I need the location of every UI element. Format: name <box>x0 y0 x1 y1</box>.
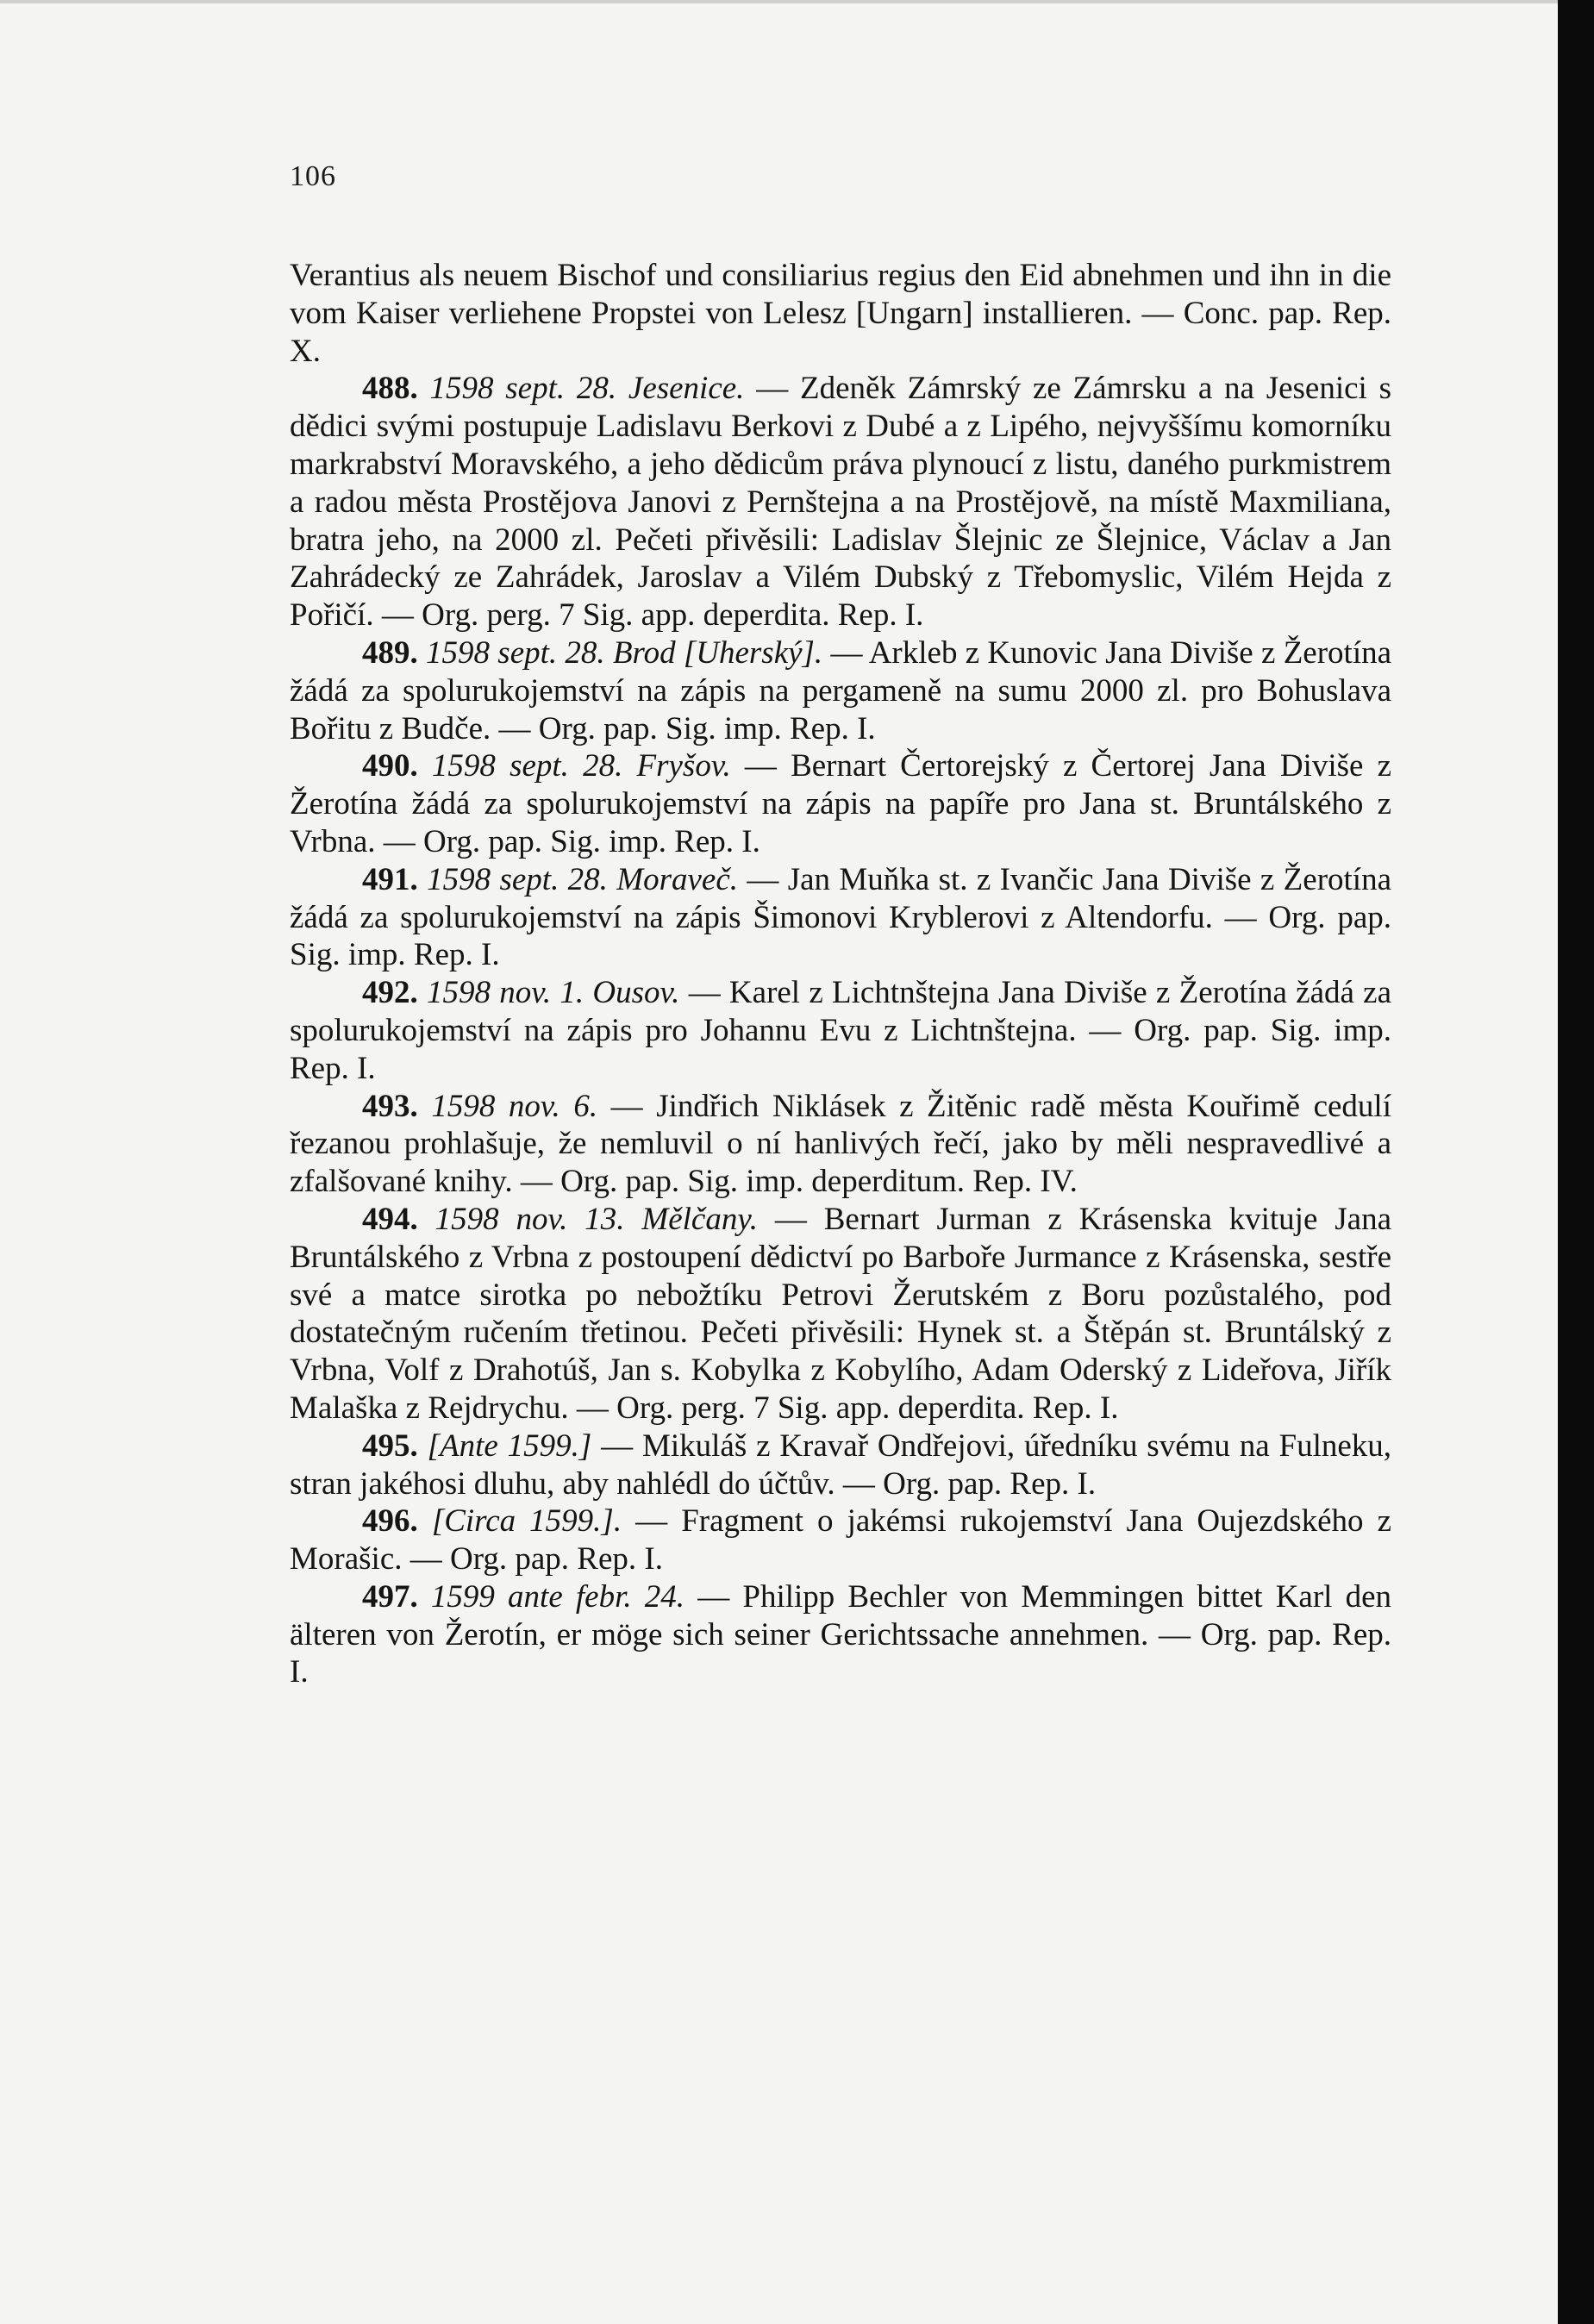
entry-date: 1598 sept. 28. Fryšov. <box>431 748 731 784</box>
body-text <box>290 257 1391 1691</box>
entry-date: 1598 nov. 13. Mělčany. <box>434 1201 758 1237</box>
entry-text: — Karel z Lichtnštejna Jana Diviše z Žerotína žádá za spolurukojemství na zápis pro Johannu Evu z Lichtnštejna. — Org. pap. Sig. imp. Rep. I. <box>290 975 1392 1086</box>
entry-number: 493. <box>362 1088 418 1124</box>
entry-number: 490. <box>362 748 418 784</box>
entry-494 <box>290 1201 1391 1428</box>
entry-text: — Jan Muňka st. z Ivančic Jana Diviše z Žerotína žádá za spolurukojemství na zápis Šimonovi Kryblerovi z Altendorfu. — Org. pap. Sig. imp. Rep. I. <box>290 861 1392 973</box>
entry-date: 1598 sept. 28. Jesenice. <box>429 371 745 407</box>
entry-number: 494. <box>362 1201 418 1237</box>
entry-497 <box>290 1578 1391 1691</box>
scan-right-border <box>1558 0 1594 2324</box>
entry-text: — Arkleb z Kunovic Jana Diviše z Žerotína žádá za spolurukojemství na zápis na pergameně na sumu 2000 zl. pro Bohuslava Bořitu z Budče. — Org. pap. Sig. imp. Rep. I. <box>290 634 1392 747</box>
entry-date: 1599 ante febr. 24. <box>430 1578 685 1615</box>
entry-date: [Circa 1599.]. <box>431 1503 622 1540</box>
entry-number: 489. <box>362 634 418 671</box>
entry-493 <box>290 1088 1391 1201</box>
entry-text: — Bernart Čertorejský z Čertorej Jana Diviše z Žerotína žádá za spolurukojemství na zápis na papíře pro Jana st. Bruntálského z Vrbna. — Org. pap. Sig. imp. Rep. I. <box>290 748 1392 859</box>
entry-488 <box>290 370 1391 634</box>
entry-number: 496. <box>362 1503 418 1540</box>
entry-number: 495. <box>362 1428 418 1464</box>
entry-489 <box>290 634 1391 747</box>
entry-number: 492. <box>362 975 418 1011</box>
entry-text: — Mikuláš z Kravař Ondřejovi, úředníku svému na Fulneku, stran jakéhosi dluhu, aby nahlédl do účtův. — Org. pap. Rep. I. <box>290 1428 1392 1502</box>
entry-text: — Fragment o jakémsi rukojemství Jana Oujezdského z Morašic. — Org. pap. Rep. I. <box>290 1503 1392 1577</box>
entry-text: — Jindřich Niklásek z Žitěnic radě města Kouřimě cedulí řezanou prohlašuje, že nemluvil o ní hanlivých řečí, jako by měli nespravedlivé a zfalšované knihy. — Org. pap. Sig. imp. deperditum. Rep. IV. <box>290 1088 1391 1200</box>
entry-number: 491. <box>362 861 418 897</box>
entry-date: 1598 sept. 28. Brod [Uherský]. <box>426 634 823 671</box>
entry-496 <box>290 1502 1391 1578</box>
entry-490 <box>290 747 1391 860</box>
continuation-paragraph: Verantius als neuem Bischof und consiliarius regius den Eid abnehmen und ihn in die vom Kaiser verliehene Propstei von Lelesz [Ungarn] installieren. — Conc. pap. Rep. X. <box>290 258 1391 369</box>
entry-date: 1598 nov. 1. Ousov. <box>427 975 680 1011</box>
entry-date: 1598 nov. 6. <box>431 1088 598 1124</box>
entry-text: — Bernart Jurman z Krásenska kvituje Jana Bruntálského z Vrbna z postoupení dědictví po Barboře Jurmance z Krásenska, sestře své a matce sirotka po nebožtíku Petrovi Žerutském z Boru pozůstalého, pod dostatečným ručením třetinou. Pečeti přivěsili: Hynek st. a Štěpán st. Bruntálský z Vrbna, Volf z Drahotúš, Jan s. Kobylka z Kobylího, Adam Oderský z Lideřova, Jiřík Malaška z Rejdrychu. — Org. perg. 7 Sig. app. deperdita. Rep. I. <box>290 1201 1392 1426</box>
entry-491 <box>290 861 1391 974</box>
entry-495 <box>290 1428 1391 1503</box>
entry-date: [Ante 1599.] <box>427 1428 592 1464</box>
entry-number: 497. <box>362 1578 418 1615</box>
entry-text: — Zdeněk Zámrský ze Zámrsku a na Jesenici s dědici svými postupuje Ladislavu Berkovi z Dubé a z Lipého, nejvyššímu komorníku markrabství Moravského, a jeho dědicům práva plynoucí z listu, daného purkmistrem a radou města Prostějova Janovi z Pernštejna a na Prostějově, na místě Maxmiliana, bratra jeho, na 2000 zl. Pečeti přivěsili: Ladislav Šlejnic ze Šlejnice, Václav a Jan Zahrádecký ze Zahrádek, Jaroslav a Vilém Dubský z Třebomyslic, Vilém Hejda z Pořičí. — Org. perg. 7 Sig. app. deperdita. Rep. I. <box>290 371 1391 634</box>
page-number: 106 <box>290 160 336 192</box>
entry-text: — Philipp Bechler von Memmingen bittet Karl den älteren von Žerotín, er möge sich seiner Gerichtssache annehmen. — Org. pap. Rep. I. <box>290 1578 1392 1690</box>
scan-top-edge <box>0 0 1594 3</box>
entry-number: 488. <box>362 371 418 407</box>
entry-date: 1598 sept. 28. Moraveč. <box>427 861 739 897</box>
entry-492 <box>290 974 1391 1087</box>
